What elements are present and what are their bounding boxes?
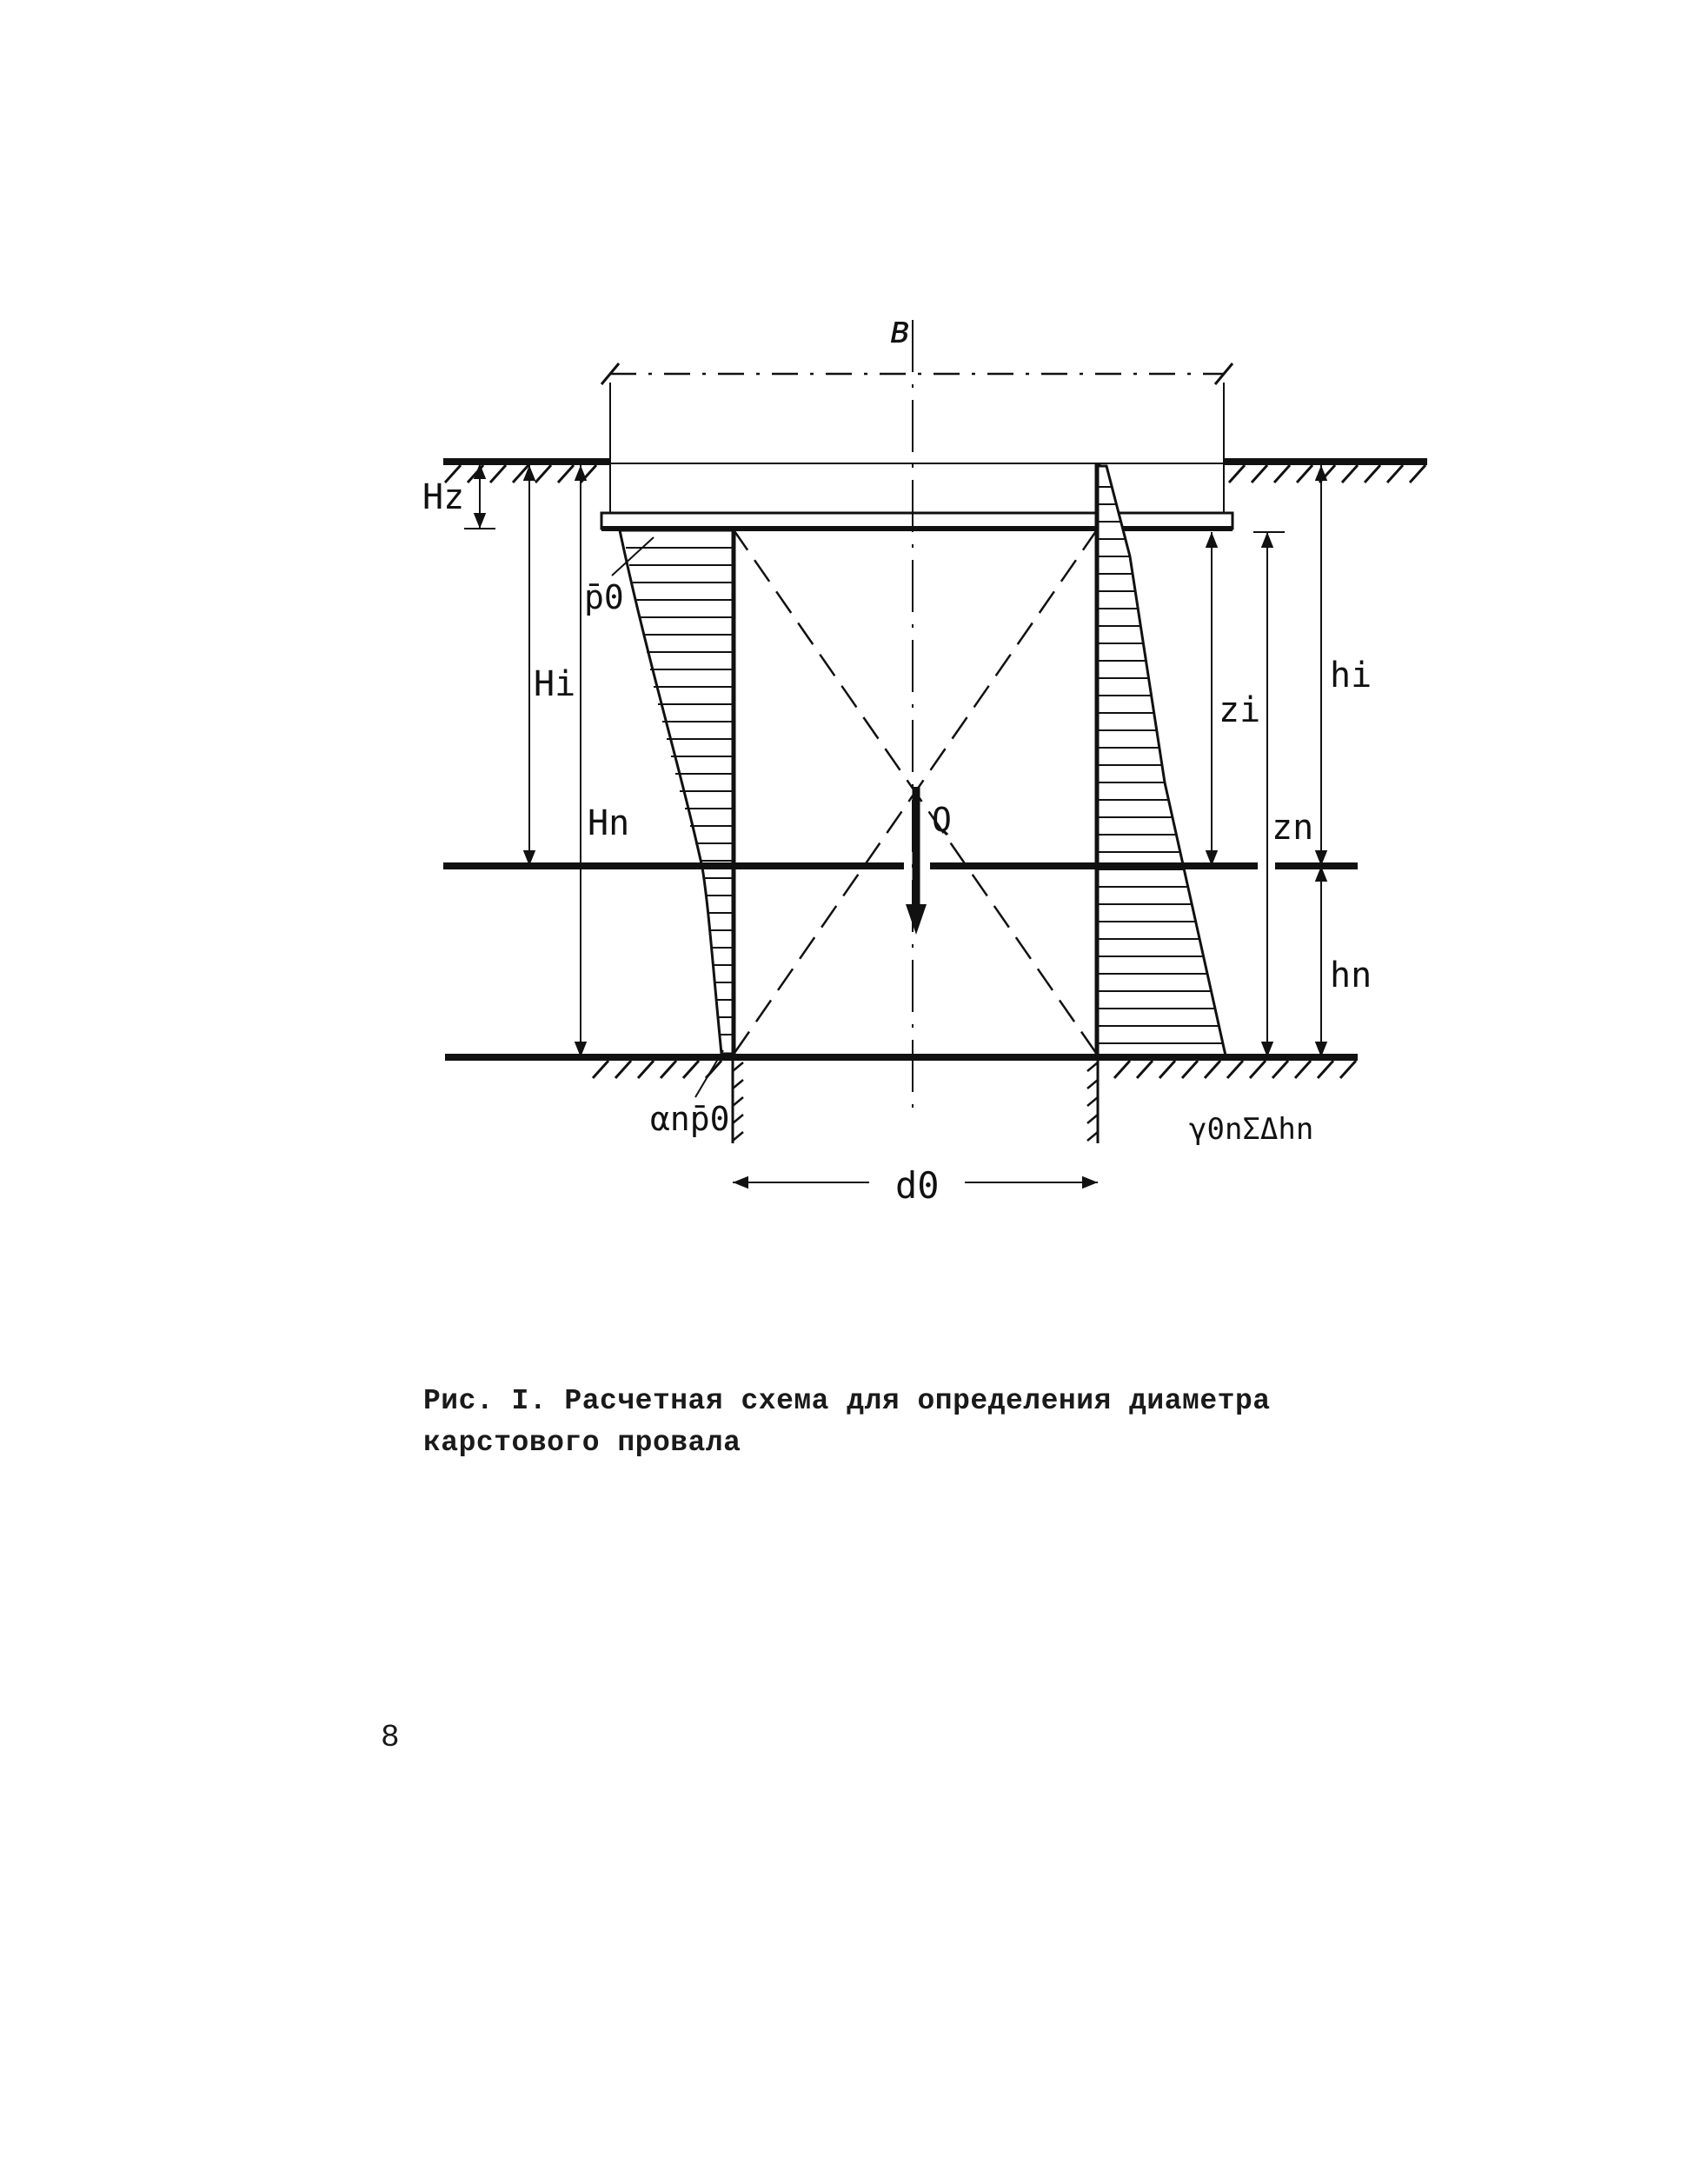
load-q-arrow [906, 787, 952, 935]
dimension-hn-upper [581, 465, 629, 1057]
dimension-hi-upper [529, 465, 575, 866]
dimension-hi-right [1321, 465, 1372, 866]
dimension-zn [1253, 532, 1313, 1057]
foundation-block [601, 383, 1233, 529]
label-hn-right: hn [1330, 956, 1372, 995]
label-p0: p̄0 [584, 578, 624, 616]
label-gamma-sum: γ0nΣΔhn [1189, 1112, 1314, 1147]
sinkhole-walls [733, 464, 1098, 1055]
right-pressure-diagram [1098, 466, 1226, 1055]
ground-surface [443, 462, 1427, 483]
label-b: в [888, 308, 913, 352]
label-zn: zn [1272, 808, 1314, 848]
label-hn-upper: Hn [588, 803, 630, 843]
dimension-b [601, 308, 1233, 384]
dimension-hn-right [1321, 866, 1372, 1057]
dimension-d0 [733, 1164, 1098, 1207]
label-hi-upper: Hi [534, 664, 576, 704]
label-hz: Hz [422, 477, 465, 517]
left-pressure-diagram [620, 530, 733, 1054]
dimension-zi [1212, 532, 1260, 866]
label-d0: d0 [895, 1164, 940, 1207]
label-hi-right: hi [1330, 656, 1372, 696]
figure-caption: Рис. I. Расчетная схема для определения диаметра карстового провала [423, 1385, 1271, 1459]
label-zi: zi [1219, 690, 1261, 730]
dimension-hz [422, 463, 495, 529]
label-an-p0: αnp̄0 [650, 1100, 730, 1138]
label-q: Q [932, 801, 952, 839]
page-number: 8 [381, 1720, 400, 1755]
